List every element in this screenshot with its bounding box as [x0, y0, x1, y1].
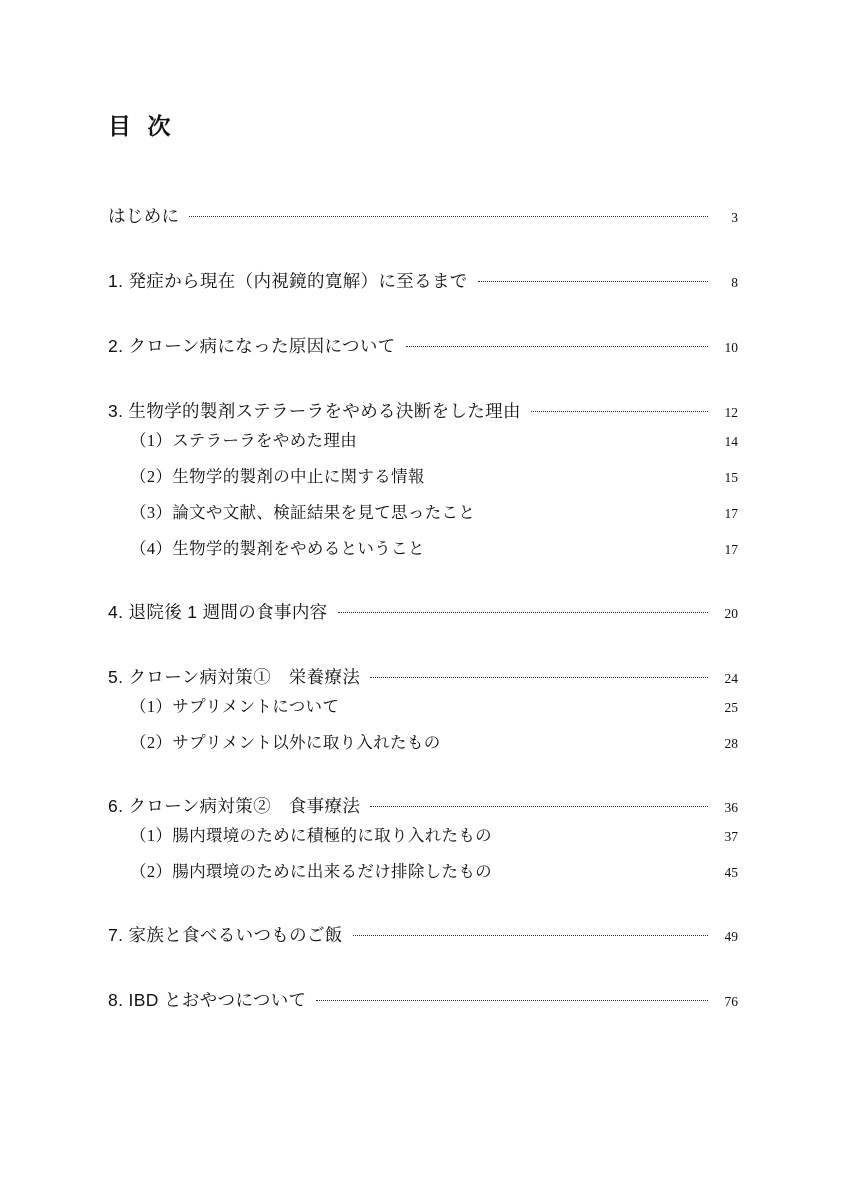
toc-entry-page: 49: [724, 929, 738, 944]
toc-subentry-page: 25: [724, 700, 738, 715]
toc-entry[interactable]: [108, 333, 738, 358]
toc-subentry[interactable]: [108, 427, 738, 451]
toc-subentry-label: （1）腸内環境のために積極的に取り入れたもの: [130, 826, 493, 845]
toc-subentry[interactable]: [108, 463, 738, 487]
table-of-contents: [108, 203, 738, 1012]
toc-entry[interactable]: [108, 922, 738, 947]
toc-entry[interactable]: [108, 793, 738, 818]
toc-entry[interactable]: [108, 987, 738, 1012]
toc-subentry[interactable]: [108, 499, 738, 523]
toc-entry[interactable]: [108, 268, 738, 293]
toc-entry-label: 6. クローン病対策② 食事療法: [108, 796, 361, 816]
toc-entry-label: 4. 退院後 1 週間の食事内容: [108, 602, 328, 622]
leader-dots: [316, 989, 708, 1007]
leader-dots: [531, 400, 708, 418]
toc-subentry-page: 15: [724, 470, 738, 485]
toc-subentry-label: （3）論文や文献、検証結果を見て思ったこと: [130, 503, 476, 522]
toc-entry[interactable]: [108, 664, 738, 689]
toc-entry[interactable]: [108, 203, 738, 228]
toc-entry-page: 20: [724, 606, 738, 621]
toc-subentry-page: 17: [724, 506, 738, 521]
toc-subentry[interactable]: [108, 729, 738, 753]
toc-subentry-label: （1）ステラーラをやめた理由: [130, 431, 358, 450]
toc-entry-label: 3. 生物学的製剤ステラーラをやめる決断をした理由: [108, 401, 521, 421]
leader-dots: [370, 795, 708, 813]
toc-entry-page: 76: [724, 994, 738, 1009]
toc-subentry-page: 37: [724, 829, 738, 844]
toc-entry-page: 36: [724, 800, 738, 815]
toc-entry-label: 8. IBD とおやつについて: [108, 990, 307, 1010]
toc-entry-page: 8: [731, 275, 738, 290]
toc-entry[interactable]: [108, 599, 738, 624]
toc-subentry-label: （1）サプリメントについて: [130, 697, 340, 716]
toc-subentry[interactable]: [108, 822, 738, 846]
toc-entry-label: はじめに: [108, 206, 180, 226]
toc-entry-label: 1. 発症から現在（内視鏡的寛解）に至るまで: [108, 271, 468, 291]
toc-subentry-label: （2）腸内環境のために出来るだけ排除したもの: [130, 862, 493, 881]
toc-entry-page: 10: [724, 340, 738, 355]
toc-subentry-page: 17: [724, 542, 738, 557]
page-title: 目 次: [108, 113, 176, 139]
toc-subentry-label: （2）生物学的製剤の中止に関する情報: [130, 467, 425, 486]
toc-entry-page: 24: [724, 671, 738, 686]
toc-content: [108, 108, 738, 1012]
toc-subentry-label: （2）サプリメント以外に取り入れたもの: [130, 733, 441, 752]
toc-subentry[interactable]: [108, 693, 738, 717]
toc-entry-label: 5. クローン病対策① 栄養療法: [108, 667, 361, 687]
toc-subentry-page: 28: [724, 736, 738, 751]
toc-entry-label: 7. 家族と食べるいつものご飯: [108, 925, 343, 945]
toc-subentry-label: （4）生物学的製剤をやめるということ: [130, 539, 425, 558]
toc-subentry[interactable]: [108, 535, 738, 559]
leader-dots: [353, 924, 708, 942]
toc-subentry[interactable]: [108, 858, 738, 882]
toc-subentry-page: 45: [724, 865, 738, 880]
toc-entry[interactable]: [108, 398, 738, 423]
leader-dots: [370, 666, 708, 684]
leader-dots: [406, 335, 708, 353]
toc-entry-label: 2. クローン病になった原因について: [108, 336, 396, 356]
toc-entry-page: 3: [731, 210, 738, 225]
leader-dots: [478, 270, 708, 288]
toc-subentry-page: 14: [724, 434, 738, 449]
toc-entry-page: 12: [724, 405, 738, 420]
leader-dots: [338, 601, 708, 619]
leader-dots: [189, 205, 708, 223]
